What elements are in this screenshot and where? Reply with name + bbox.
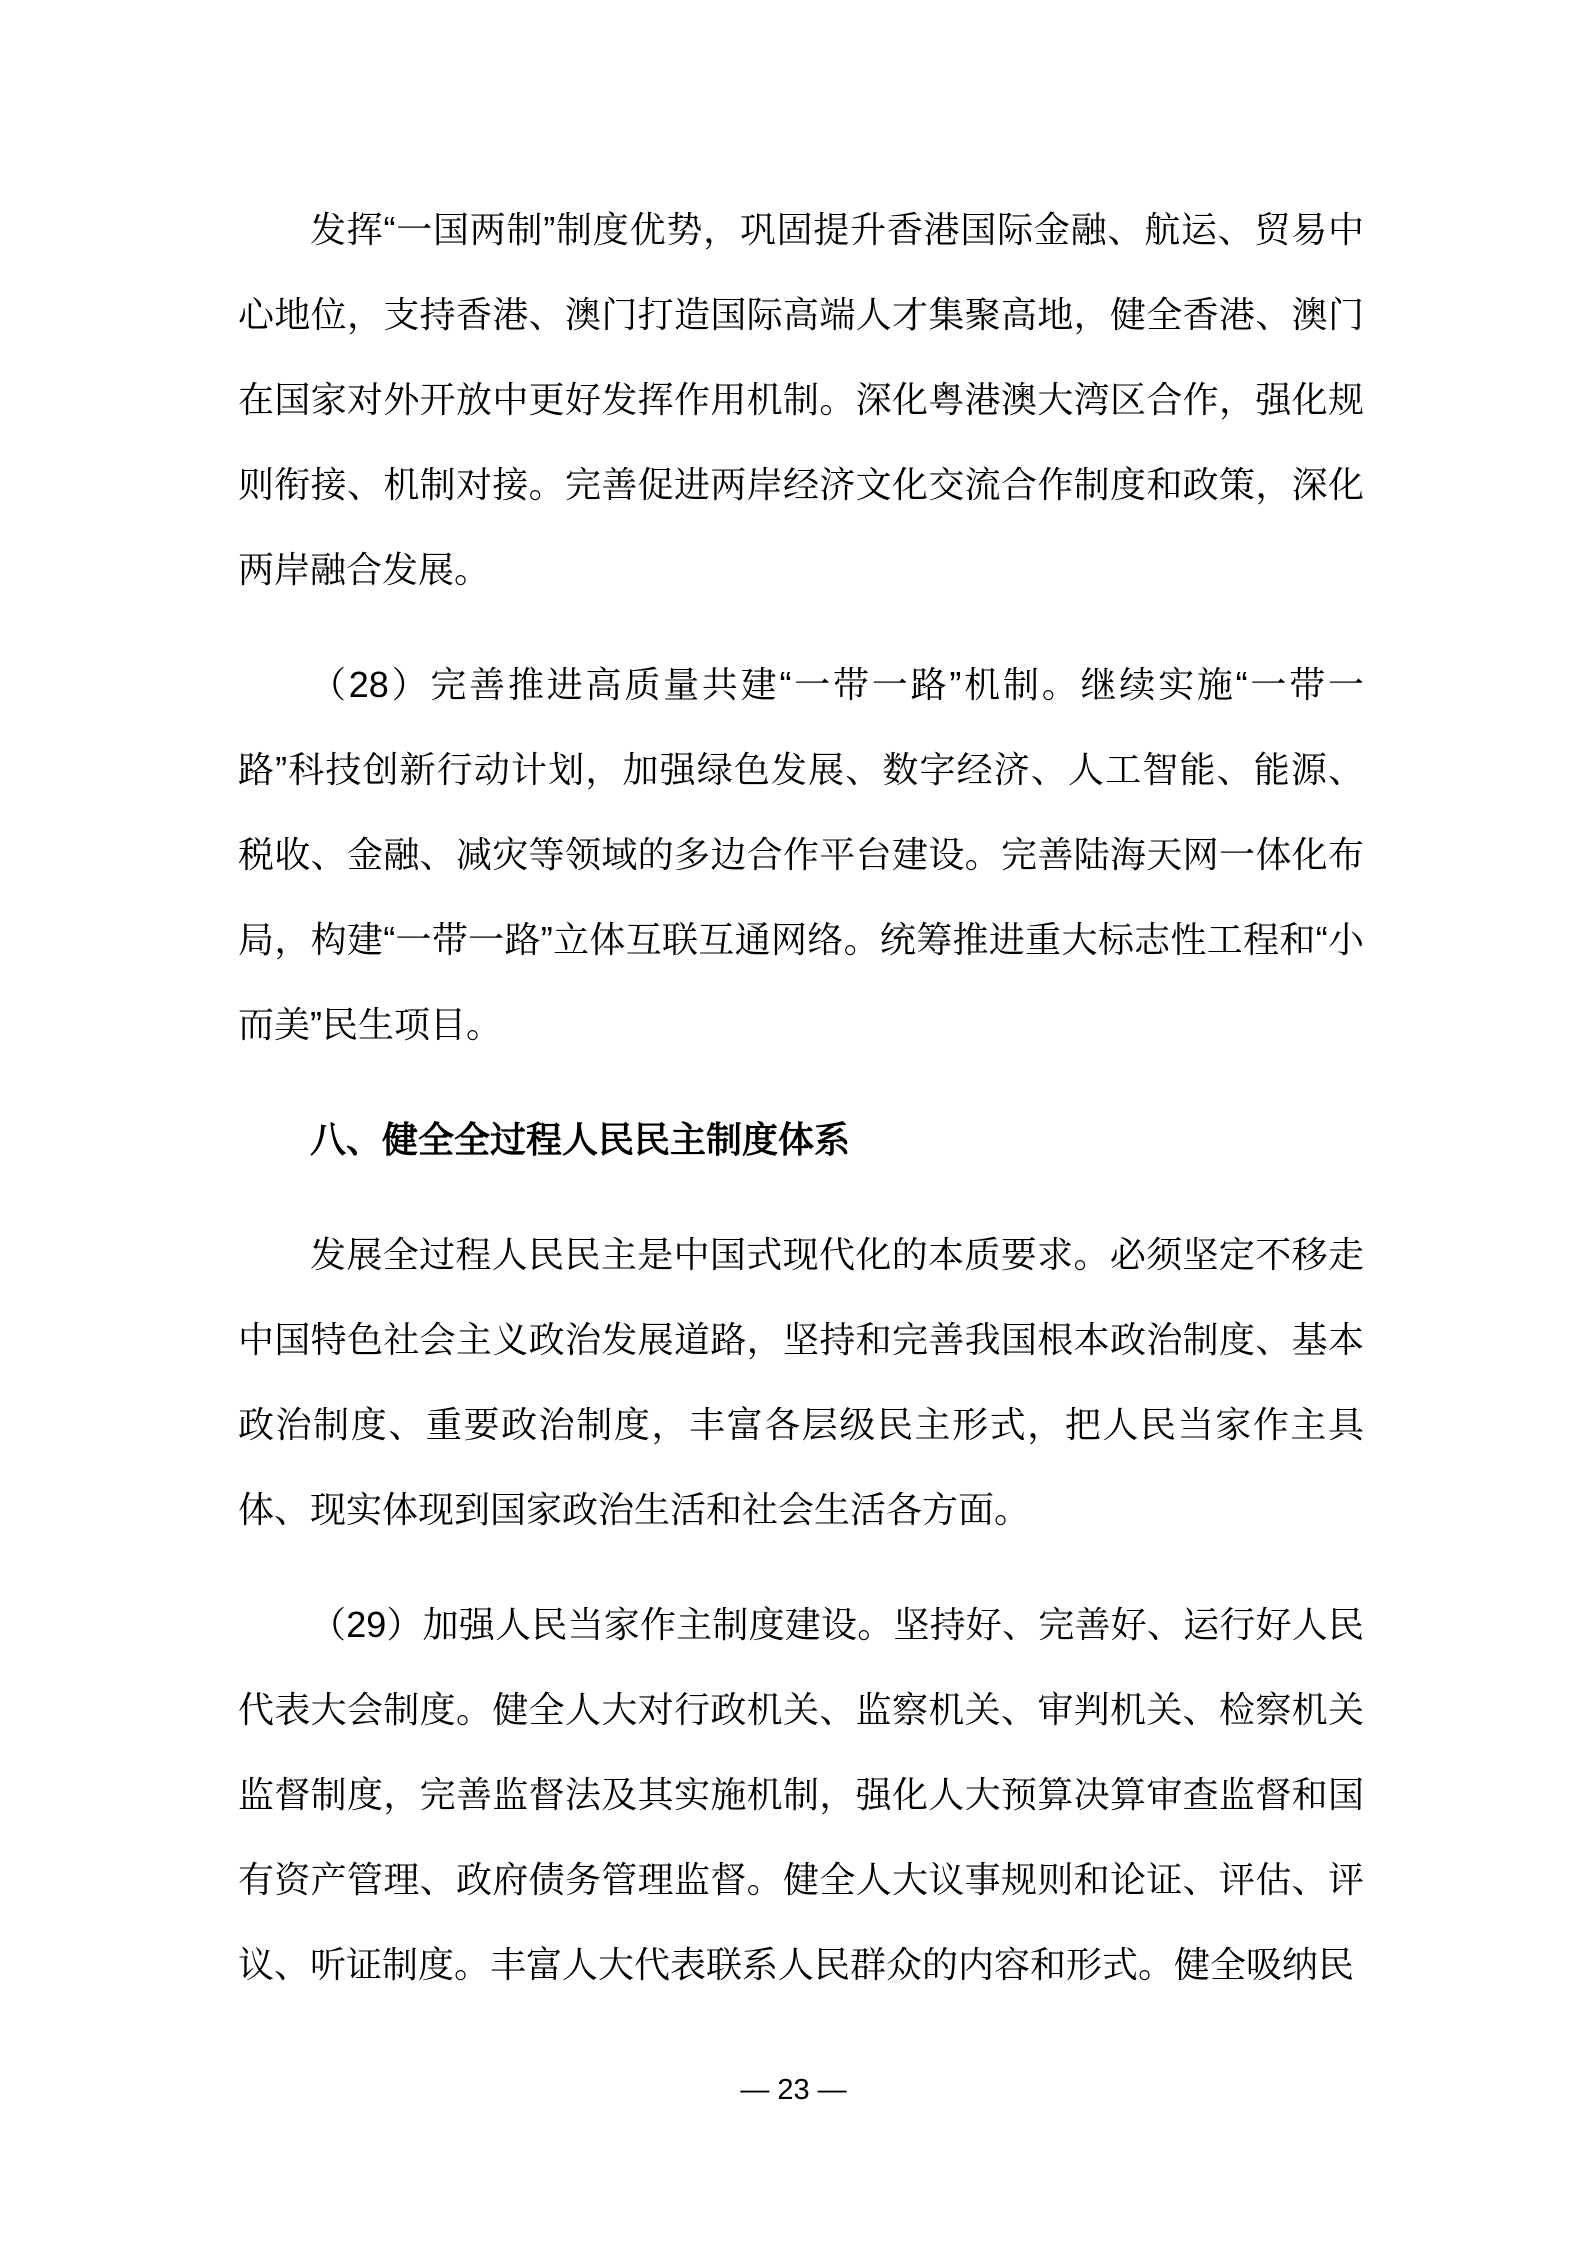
paragraph-item-28-belt-and-road: （28）完善推进高质量共建“一带一路”机制。继续实施“一带一路”科技创新行动计划，加强绿色发展、数字经济、人工智能、能源、税收、金融、减灾等领域的多边合作平台建设。完善陆海天网一体化布局，构建“一带一路”立体互联互通网络。统筹推进重大标志性工程和“小而美”民生项目。 — [238, 664, 1364, 1045]
page-content — [238, 187, 1364, 2037]
section-heading-8-whole-process-democracy: 八、健全全过程人民民主制度体系 — [310, 1119, 851, 1160]
paragraph-one-country-two-systems: 发挥“一国两制”制度优势，巩固提升香港国际金融、航运、贸易中心地位，支持香港、澳门打造国际高端人才集聚高地，健全香港、澳门在国家对外开放中更好发挥作用机制。深化粤港澳大湾区合作，强化规则衔接、机制对接。完善促进两岸经济文化交流合作制度和政策，深化两岸融合发展。 — [238, 209, 1364, 590]
paragraph-item-29-npc-system: （29）加强人民当家作主制度建设。坚持好、完善好、运行好人民代表大会制度。健全人大对行政机关、监察机关、审判机关、检察机关监督制度，完善监督法及其实施机制，强化人大预算决算审查监督和国有资产管理、政府债务管理监督。健全人大议事规则和论证、评估、评议、听证制度。丰富人大代表联系人民群众的内容和形式。健全吸纳民 — [238, 1604, 1364, 1985]
page-number: — 23 — — [740, 2074, 847, 2106]
paragraph-democracy-intro: 发展全过程人民民主是中国式现代化的本质要求。必须坚定不移走中国特色社会主义政治发展道路，坚持和完善我国根本政治制度、基本政治制度、重要政治制度，丰富各层级民主形式，把人民当家作主具体、现实体现到国家政治生活和社会生活各方面。 — [238, 1234, 1364, 1530]
